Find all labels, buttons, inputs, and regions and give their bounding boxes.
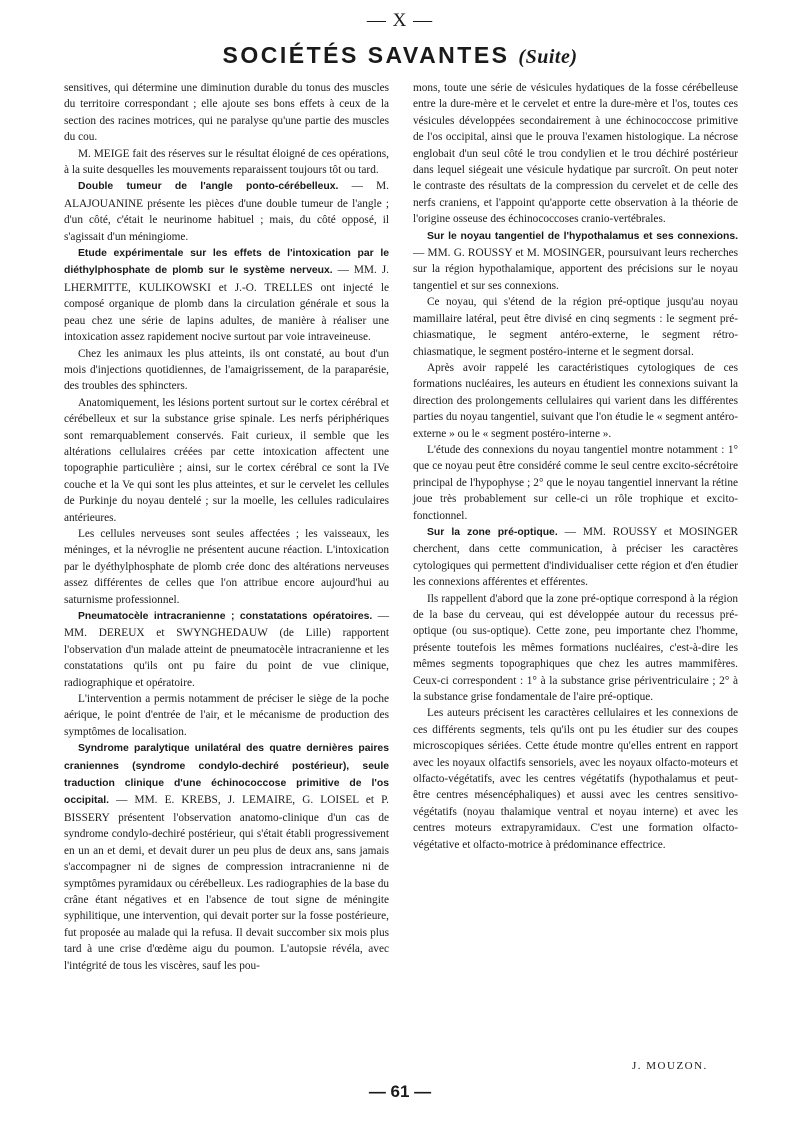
page-title: SOCIÉTÉS SAVANTES <box>222 42 510 68</box>
paragraph-heading: Sur le noyau tangentiel de l'hypothalamus et ses connexions. <box>427 230 738 242</box>
paragraph-text: Ce noyau, qui s'étend de la région pré-optique jusqu'au noyau mamillaire latéral, peut être divisé en cinq segments : le segment pré-chiasmatique, le segment antéro-externe, le segment rétro-chiasmatique, le segment postéro-interne et le segment dorsal. <box>413 296 738 358</box>
paragraph <box>413 228 738 295</box>
paragraph-text: Ils rappellent d'abord que la zone pré-optique correspond à la région de la base du cerveau, qui est développée autour du recessus pré-optique (ou sus-optique). Cette zone, peu importante chez l'homme, présente toutefois les mêmes formations nucléaires, c'est-à-dire les mêmes segments topographiques que chez les autres mammifères. Ceux-ci correspondent : 1° à la substance grise périventriculaire ; 2° à la substance grise fondamentale de l'aire pré-optique. <box>413 592 738 704</box>
paragraph-heading: Sur la zone pré-optique. <box>427 526 558 538</box>
paragraph-text: Anatomiquement, les lésions portent surtout sur le cortex cérébral et cérébelleux et sur la substance grise spinale. Les nerfs périphériques sont remarquablement conservés. Fait curieux, il semble que les altérations cellulaires créées par cette intoxication affectent une topographie particulière ; ainsi, sur le cortex cérébral ce sont la IVe couche et la Ve qui sont les plus atteintes, et sur le cervelet les cellules de Purkinje du noyau dentelé ; sur la moelle, les cellules radiculaires antérieures. <box>64 396 389 524</box>
paragraph <box>64 245 389 345</box>
paragraph <box>413 591 738 706</box>
paragraph-text: — MM. ROUSSY et MOSINGER cherchent, dans cette communication, à préciser les caractères cytologiques qui permettent d'individualiser cette région et d'en étudier les connexions afférentes et efférentes. <box>413 525 738 589</box>
author-signature: J. MOUZON. <box>632 1060 708 1072</box>
left-column <box>64 80 389 974</box>
paragraph <box>64 740 389 974</box>
paragraph <box>64 691 389 740</box>
paragraph-text: — MM. E. KREBS, J. LEMAIRE, G. LOISEL et P. BISSERY présentent l'observation anatomo-clinique d'un cas de syndrome condylo-dechiré postérieur, qui s'était établi progressivement en un an et demi, et devait durer un peu plus de deux ans, sans jamais s'accompagner ni de signes de compression intracranienne ni de symptômes pyramidaux ou cérébelleux. Les radiographies de la base du crâne étant négatives et en l'absence de tout signe de méningite syphilitique, une intervention, qui devait porter sur la fosse postérieure, fut proposée au malade qui la refusa. Il devait succomber six mois plus tard à une crise d'œdème aigu du poumon. L'autopsie révéla, avec l'intégrité de tous les viscères, sauf les pou- <box>64 794 389 972</box>
paragraph-text: Après avoir rappelé les caractéristiques cytologiques de ces formations nucléaires, les auteurs en étudient les connexions suivant la direction des prolongements cellulaires qui varient dans les différentes parties du noyau tangentiel, suivant que l'on étudie le « segment antéro-externe » ou le « segment postéro-interne ». <box>413 361 738 440</box>
paragraph <box>64 178 389 245</box>
paragraph-text: — MM. G. ROUSSY et M. MOSINGER, poursuivant leurs recherches sur la région hypothalamique, apportent des précisions sur le noyau tangentiel et sur ses connexions. <box>413 247 738 292</box>
page-header <box>0 42 800 69</box>
paragraph <box>64 608 389 691</box>
paragraph-text: M. MEIGE fait des réserves sur le résultat éloigné de ces opérations, à la suite desquelles les mouvements reparaissent toujours tôt ou tard. <box>64 147 389 177</box>
paragraph <box>413 524 738 591</box>
paragraph <box>413 360 738 442</box>
paragraph-text: — MM. DEREUX et SWYNGHEDAUW (de Lille) rapportent l'observation d'un malade atteint de pneumatocèle intracranienne et les constatations qu'ils ont pu faire du point de vue clinique, radiographique et opératoire. <box>64 610 390 689</box>
paragraph-text: Les auteurs précisent les caractères cellulaires et les connexions de ces différents segments, tels qu'ils ont pu les étudier sur des coupes microscopiques sériées. Cette étude montre qu'elles entrent en rapport avec les noyaux olfactifs sensoriels, avec les noyaux olfacto-moteurs et olfacto-végétatifs, avec les centres végétatifs (hypothalamus et peut-être centres mésencéphaliques) et aussi avec les centres sensitivo-végétatifs (noyau thalamique ventral et noyau interne) et avec les centres moteurs extrapyramidaux. C'est une formation olfacto-végétative et olfacto-motrice à prédominance effectrice. <box>413 707 738 851</box>
paragraph-heading: Etude expérimentale sur les effets de l'intoxication par le diéthylphosphate de plomb sur le système nerveux. <box>64 248 389 277</box>
paragraph-heading: Double tumeur de l'angle ponto-cérébelleux. <box>78 181 339 193</box>
paragraph-text: — MM. J. LHERMITTE, KULIKOWSKI et J.-O. TRELLES ont injecté le composé organique de plomb dans la circulation générale et sous la peau chez une série de lapins adultes, de manière à réaliser une intoxication assez rapidement nocive surtout par voie intraveineuse. <box>64 264 389 344</box>
section-numeral: — X — <box>366 10 434 31</box>
paragraph-text: mons, toute une série de vésicules hydatiques de la fosse cérébelleuse entre la dure-mère et le cervelet et entre la dure-mère et l'os, toutes ces vésicules développées secondairement à une échinococcose primitive de l'os occipital, ainsi que le prouva l'examen histologique. La nécrose englobait d'un seul côté le trou condylien et le trou déchiré postérieur dans lequel siégeait une vésicule hydatique par surcroît. On peut noter le contraste des résultats de la compression du cervelet et de celle des nerfs craniens, et l'appoint qu'apporte cette observation à la théorie de l'origine osseuse des échinococcoses cranio-vertébrales. <box>413 82 738 226</box>
paragraph <box>413 294 738 360</box>
paragraph <box>64 395 389 526</box>
page-number: — 61 — <box>368 1082 432 1101</box>
paragraph <box>64 146 389 179</box>
paragraph-text: L'étude des connexions du noyau tangentiel montre notamment : 1° que ce noyau peut être considéré comme le seul centre excito-sécrétoire principal de l'hypophyse ; 2° que le noyau tangentiel innervant la rétine joue très probablement sur celle-ci un rôle trophique et excito-fonctionnel. <box>413 443 738 522</box>
page-title-suffix: (Suite) <box>518 46 578 68</box>
paragraph-text: — M. ALAJOUANINE présente les pièces d'une double tumeur de l'angle ; d'un côté, c'était le neurinome habituel ; mais, du côté opposé, il s'agissait d'un méningiome. <box>64 180 389 243</box>
right-column <box>413 80 738 853</box>
paragraph-text: L'intervention a permis notamment de préciser le siège de la poche aérique, le point d'entrée de l'air, et le mécanisme de production des symptômes de localisation. <box>64 693 389 738</box>
paragraph <box>64 526 389 608</box>
paragraph <box>413 80 738 228</box>
paragraph-text: sensitives, qui détermine une diminution durable du tonus des muscles du territoire correspondant ; elle ajoute ses bons effets à ceux de la section des racines motrices, qui ne paralyse qu'une partie des muscles du cou. <box>64 82 389 144</box>
paragraph <box>64 346 389 395</box>
paragraph <box>413 705 738 853</box>
paragraph <box>64 80 389 146</box>
paragraph-heading: Syndrome paralytique unilatéral des quatre dernières paires craniennes (syndrome condylo-dechiré postérieur), seule traduction clinique d'une échinococcose primitive de l'os occipital. <box>64 743 389 807</box>
paragraph-heading: Pneumatocèle intracranienne ; constatations opératoires. <box>78 611 373 622</box>
paragraph-text: Chez les animaux les plus atteints, ils ont constaté, au bout d'un mois d'injections quotidiennes, de l'amaigrissement, de la paraparésie, des troubles des sphincters. <box>64 347 389 393</box>
paragraph <box>413 442 738 524</box>
paragraph-text: Les cellules nerveuses sont seules affectées ; les vaisseaux, les méninges, et la névroglie ne présentent aucune réaction. L'intoxication par le dyéthylphosphate de plomb crée donc des altérations nerveuses assez différentes de celles que l'on attribue encore aujourd'hui au saturnisme professionnel. <box>64 527 389 606</box>
